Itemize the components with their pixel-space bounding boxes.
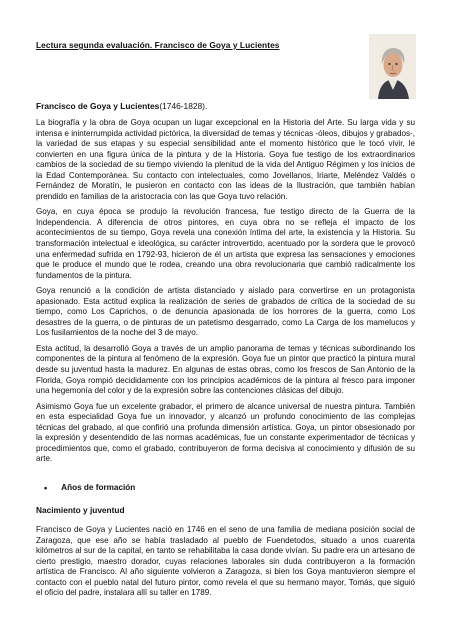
bullet-item [44,483,415,493]
document-body [36,118,415,604]
section-heading [36,101,207,111]
subheading: Nacimiento y juventud [36,504,125,515]
bullet-icon: • [44,482,48,493]
goya-portrait-image [369,34,416,99]
paragraph-6: Francisco de Goya y Lucientes nació en 1746 en el seno de una familia de mediana posición social de Zaragoza, que ese año se había trasladado al pueblo de Fuendetodos, situado a unos cuarenta kilómetros al sur de la capital, en tanto se rehabilitaba la casa donde vivían. Su padre era un artesano de cierto prestigio, maestro dorador, cuyas relaciones laborales sin duda contribuyeron a la formación artística de Francisco. Al año siguiente volvieron a Zaragoza, si bien los Goya mantuvieron siempre el contacto con el pueblo natal del futuro pintor, como revela el que su hermano mayor, Tomás, que siguió el oficio del padre, instalara allí su taller en 1789. [36,524,415,598]
bullet-label: Años de formación [61,483,136,493]
paragraph-4: Esta actitud, la desarrolló Goya a través de un amplio panorama de temas y técnicas subordinando los componentes de la pintura al fenómeno de la expresión. Goya fue un pintor que practicó la pintura mural desde su juventud hasta la madurez. En algunas de estas obras, como los frescos de San Antonio de la Florida, Goya rompió decididamente con los principios académicos de la pintura al fresco para imponer una hegemonía del color y de la expresión sobre las contenciones clásicas del dibujo. [36,343,415,396]
heading-name: Francisco de Goya y Lucientes [36,101,160,111]
paragraph-5: Asimismo Goya fue un excelente grabador, el primero de alcance universal de nuestra pintura. También en esta especialidad Goya fue un innovador, y alcanzó un profundo conocimiento de las complejas técnicas del grabado, al que confirió una profunda dimensión artística. Goya, un pintor obsesionado por la expresión y desentendido de las normas académicas, fue un constante experimentador de técnicas y procedimientos que, como el grabado, contribuyeron de forma decisiva al conocimiento y difusión de su arte. [36,401,415,464]
paragraph-3: Goya renunció a la condición de artista distanciado y aislado para convertirse en un protagonista apasionado. Esta actitud explica la realización de series de grabados de crítica de la sociedad de su tiempo, como Los Caprichos, o de denuncia apasionada de los horrores de la guerra, como Los desastres de la guerra, o de pinturas de un patetismo desgarrado, como La Carga de los mamelucos y Los fusilamientos de la noche del 3 de mayo. [36,286,415,338]
paragraph-1: La biografía y la obra de Goya ocupan un lugar excepcional en la Historia del Arte. Su larga vida y su intensa e ininterrumpida actividad pictórica, la diversidad de temas y técnicas -óleos, dibujos y grabados-, la variedad de sus etapas y su especial sensibilidad ante el momento histórico que le tocó vivir, le convierten en una figura única de la pintura y de la Historia. Goya fue testigo de los extraordinarios cambios de la sociedad de su tiempo viviendo la plenitud de la vida del Antiguo Régimen y los inicios de la Edad Contemporánea. Su contacto con intelectuales, como Jovellanos, Iriarte, Meléndez Valdés o Fernández de Moratín, le pusieron en contacto con las ideas de la Ilustración, que también habían prendido en familias de la aristocracia con las que Goya tuvo relación. [36,118,415,201]
paragraph-2: Goya, en cuya época se produjo la revolución francesa, fue testigo directo de la Guerra de la Independencia. A diferencia de otros pintores, en cuya obra no se refleja el impacto de los acontecimientos de su tiempo, Goya revela una conexión íntima del arte, la existencia y la Historia. Su transformación intelectual e ideológica, su carácter introvertido, acentuado por la sordera que le provocó una enfermedad sufrida en 1792-93, hicieron de él un artista que expresa las sensaciones y emociones que le produce el mundo que le rodea, creando una obra revolucionaria que cambió radicalmente los fundamentos de la pintura. [36,207,415,280]
document-title: Lectura segunda evaluación. Francisco de Goya y Lucientes [36,40,280,50]
heading-dates: (1746-1828). [159,101,208,111]
